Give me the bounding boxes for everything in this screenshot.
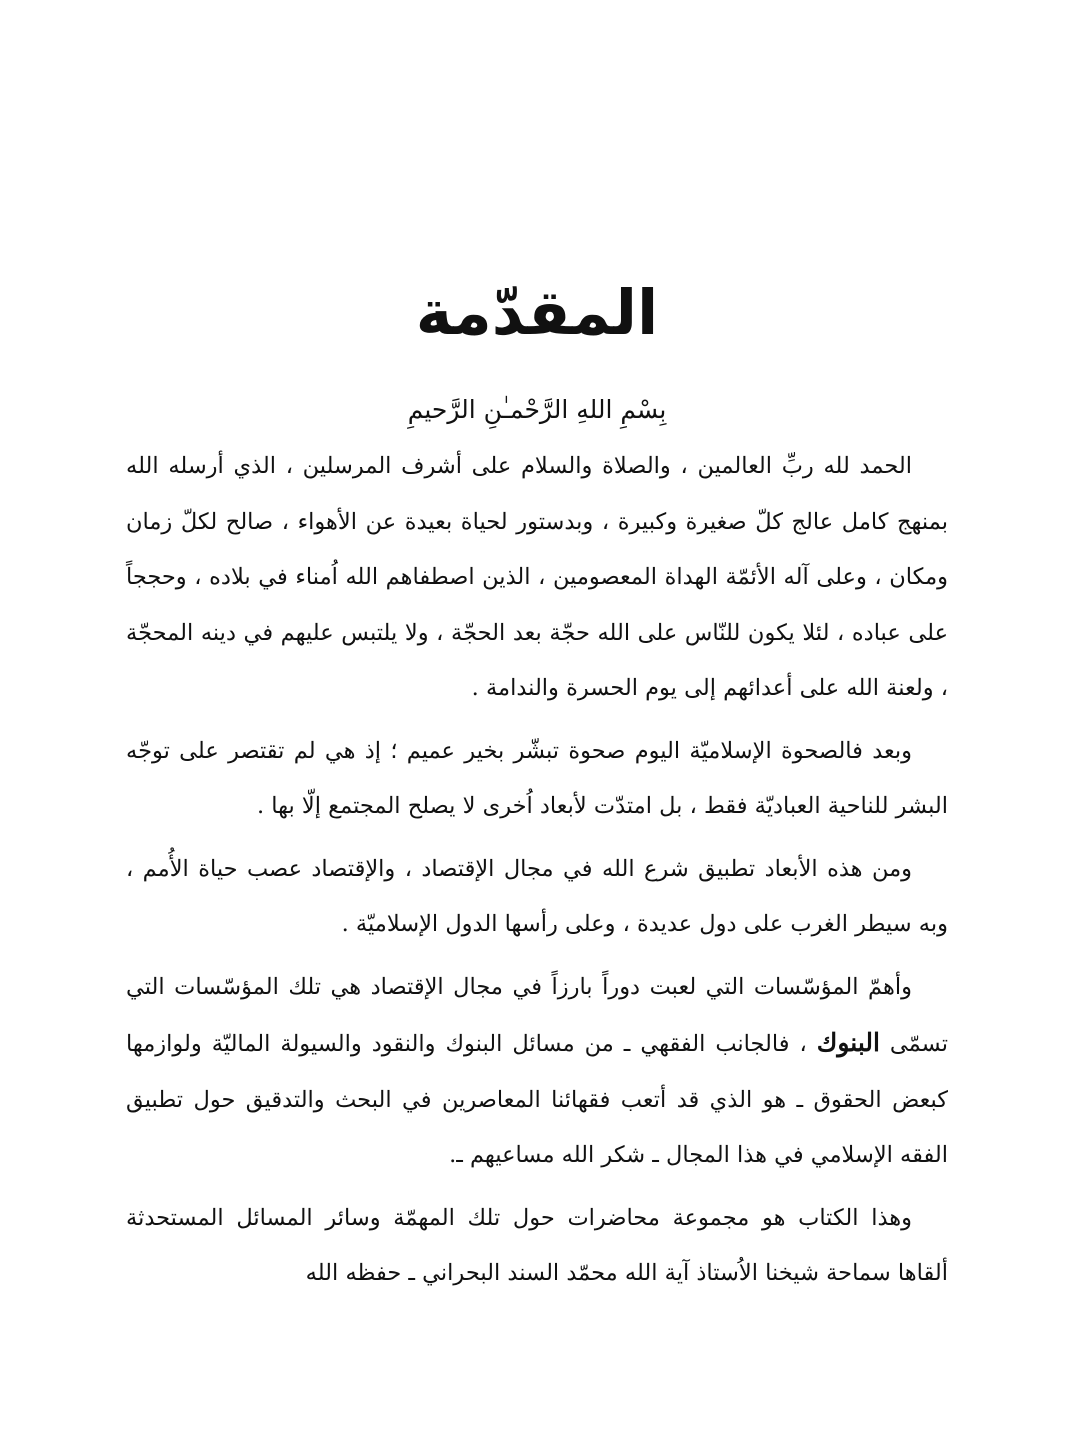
paragraph-1: الحمد لله ربِّ العالمين ، والصلاة والسلام على أشرف المرسلين ، الذي أرسله الله بمنهج كامل عالج كلّ صغيرة وكبيرة ، وبدستور لحياة بعيدة عن الأهواء ، صالح لكلّ زمان ومكان ، وعلى آله الأئمّة الهداة المعصومين ، الذين اصطفاهم الله اُمناء في بلاده ، وحججاً على عباده ، لئلا يكون للنّاس على الله حجّة بعد الحجّة ، ولا يلتبس عليهم في دينه المحجّة ، ولعنة الله على أعدائهم إلى يوم الحسرة والندامة . xyxy=(126,453,948,701)
basmala: بِسْمِ اللهِ الرَّحْمـٰنِ الرَّحيمِ xyxy=(407,395,667,424)
page-title: المقدّمة xyxy=(415,276,659,349)
body-text xyxy=(126,439,948,1309)
paragraph-4-before: وأهمّ المؤسّسات التي لعبت دوراً بارزاً في مجال الإقتصاد هي تلك المؤسّسات التي تسمّى xyxy=(126,973,948,1057)
paragraph-2: وبعد فالصحوة الإسلاميّة اليوم صحوة تبشّر بخير عميم ؛ إذ هي لم تقتصر على توجّه البشر للناحية العباديّة فقط ، بل امتدّت لأبعاد اُخرى لا يصلح المجتمع إلّا بها . xyxy=(126,737,948,819)
document-page xyxy=(126,0,948,1439)
paragraph-3: ومن هذه الأبعاد تطبيق شرع الله في مجال الإقتصاد ، والإقتصاد عصب حياة الأُمم ، وبه سيطر الغرب على دول عديدة ، وعلى رأسها الدول الإسلاميّة . xyxy=(126,855,948,937)
paragraph-4-after: ، فالجانب الفقهي ـ من مسائل البنوك والنقود والسيولة الماليّة ولوازمها كبعض الحقوق ـ هو الذي قد أتعب فقهائنا المعاصرين في البحث والتدقيق حول تطبيق الفقه الإسلامي في هذا المجال ـ شكر الله مساعيهم ـ. xyxy=(126,1031,948,1168)
paragraph-4 xyxy=(126,960,948,1184)
bold-term-banks: البنوك xyxy=(816,1028,880,1057)
paragraph-5: وهذا الكتاب هو مجموعة محاضرات حول تلك المهمّة وسائر المسائل المستحدثة ألقاها سماحة شيخنا الاُستاذ آية الله محمّد السند البحراني ـ حفظه الله xyxy=(126,1204,948,1286)
